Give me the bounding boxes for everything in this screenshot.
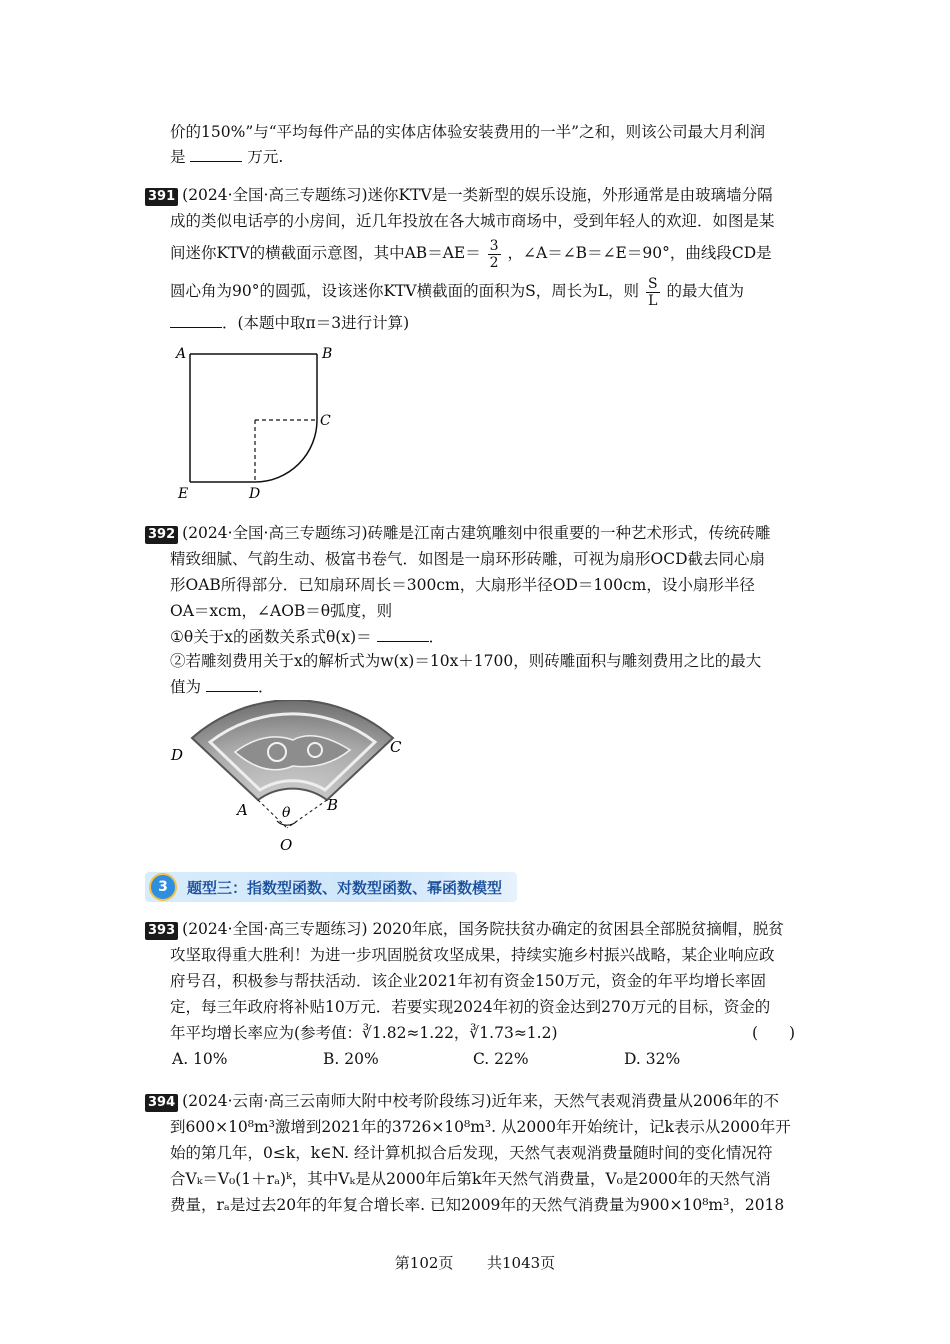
q394-line-4: 合Vₖ＝V₀(1＋rₐ)ᵏ，其中Vₖ是从2000年后第k年天然气消费量，V₀是2000年的天然气消 <box>170 1170 771 1188</box>
question-number: 392 <box>145 526 178 544</box>
label-a: A <box>176 346 187 362</box>
fraction-denominator: L <box>648 292 658 309</box>
q392-text: ． <box>257 678 274 696</box>
q394-line-2: 到600×10⁸m³激增到2021年的3726×10⁸m³. 从2000年开始统计，记k表示从2000年开 <box>170 1118 791 1136</box>
ktv-cross-section-figure <box>170 340 340 505</box>
q392-text: 值为 <box>170 678 202 696</box>
q392-line-5 <box>170 626 444 648</box>
section-number-badge: 3 <box>149 873 177 901</box>
label-a: A <box>237 801 248 819</box>
label-e: E <box>178 486 189 502</box>
q393-line-2: 攻坚取得重大胜利！为进一步巩固脱贫攻坚成果，持续实施乡村振兴战略，某企业响应政 <box>170 946 775 964</box>
q393-line-3: 府号召，积极参与帮扶活动．该企业2021年初有资金150万元，资金的年平均增长率固 <box>170 972 767 990</box>
q392-line-4: OA＝xcm，∠AOB＝θ弧度，则 <box>170 602 393 620</box>
answer-blank <box>170 313 222 328</box>
q392-line-7 <box>170 676 273 698</box>
q393-answer-paren: ( ) <box>752 1024 796 1042</box>
q393-line-5: 年平均增长率应为(参考值：∛1.82≈1.22，∛1.73≈1.2) <box>170 1024 558 1042</box>
q391-line-2: 成的类似电话亭的小房间，近几年投放在各大城市商场中，受到年轻人的欢迎．如图是某 <box>170 212 775 230</box>
q391-line-1 <box>145 184 773 206</box>
section-banner <box>145 872 517 902</box>
page-total: 共1043页 <box>487 1254 556 1272</box>
q391-line-5 <box>170 312 409 334</box>
choice-b[interactable]: B. 20% <box>323 1050 379 1068</box>
q391-text: 圆心角为90°的圆弧，设该迷你KTV横截面的面积为S，周长为L，则 <box>170 282 639 300</box>
label-d: D <box>249 486 261 502</box>
q394-line-1 <box>145 1090 779 1112</box>
q392-line-3: 形OAB所得部分．已知扇环周长＝300cm，大扇形半径OD＝100cm，设小扇形半径 <box>170 576 755 594</box>
continuation-text: 是 <box>170 148 186 166</box>
arc-cd <box>255 420 317 482</box>
q392-line-6: ②若雕刻费用关于x的解析式为w(x)＝10x＋1700，则砖雕面积与雕刻费用之比的最大 <box>170 652 762 670</box>
q392-text: ①θ关于x的函数关系式θ(x)＝ <box>170 628 372 646</box>
answer-blank <box>377 627 429 642</box>
q391-text: ，∠A＝∠B＝∠E＝90°，曲线段CD是 <box>507 244 772 262</box>
label-b: B <box>327 796 339 814</box>
q393-line-1 <box>145 918 784 940</box>
choice-d[interactable]: D. 32% <box>624 1050 681 1068</box>
q391-text: 间迷你KTV的横截面示意图，其中AB＝AE＝ <box>170 244 481 262</box>
label-theta: θ <box>282 805 291 821</box>
q394-line-5: 费量，rₐ是过去20年的年复合增长率. 已知2009年的天然气消费量为900×10⁸m³，2018 <box>170 1196 785 1214</box>
question-number: 393 <box>145 922 178 940</box>
page-footer <box>0 1252 950 1273</box>
fraction-numerator: 3 <box>489 237 499 254</box>
label-c: C <box>320 413 331 429</box>
q392-text: (2024·全国·高三专题练习)砖雕是江南古建筑雕刻中很重要的一种艺术形式，传统砖雕 <box>182 524 771 542</box>
continuation-text-end: 万元. <box>247 148 284 166</box>
q394-line-3: 始的第几年，0≤k，k∈N. 经计算机拟合后发现，天然气表观消费量随时间的变化情况符 <box>170 1144 773 1162</box>
q392-text: ． <box>428 628 445 646</box>
continuation-line-2 <box>170 146 283 168</box>
q392-line-2: 精致细腻、气韵生动、极富书卷气．如图是一扇环形砖雕，可视为扇形OCD截去同心扇 <box>170 550 765 568</box>
label-c: C <box>390 738 402 756</box>
fraction-numerator: S <box>647 275 658 292</box>
q394-text: (2024·云南·高三云南师大附中校考阶段练习)近年来，天然气表观消费量从2006年的不 <box>182 1092 779 1110</box>
label-b: B <box>322 346 333 362</box>
label-d: D <box>171 746 184 764</box>
choice-a[interactable]: A. 10% <box>172 1050 228 1068</box>
answer-blank <box>190 147 242 162</box>
q391-line-4 <box>170 274 744 309</box>
q393-text: (2024·全国·高三专题练习) 2020年底，国务院扶贫办确定的贫困县全部脱贫摘帽，脱贫 <box>182 920 784 938</box>
brick-carving-sector-figure <box>165 700 415 860</box>
continuation-line-1: 价的150%”与“平均每件产品的实体店体验安装费用的一半”之和，则该公司最大月利润 <box>170 123 766 141</box>
q391-line-3 <box>170 236 772 271</box>
q391-text: 的最大值为 <box>666 282 744 300</box>
fraction-three-halves <box>488 238 501 271</box>
fraction-denominator: 2 <box>489 254 499 271</box>
choice-c[interactable]: C. 22% <box>473 1050 529 1068</box>
q391-text: (2024·全国·高三专题练习)迷你KTV是一类新型的娱乐设施，外形通常是由玻璃墙分隔 <box>182 186 773 204</box>
q391-text: ．(本题中取π＝3进行计算) <box>222 314 410 332</box>
answer-blank <box>206 677 258 692</box>
page-number: 第102页 <box>394 1254 454 1272</box>
label-o: O <box>280 836 293 854</box>
q393-line-4: 定，每三年政府将补贴10万元．若要实现2024年初的资金达到270万元的目标，资金的 <box>170 998 771 1016</box>
section-title: 题型三：指数型函数、对数型函数、幂函数模型 <box>187 878 503 897</box>
question-number: 391 <box>145 188 178 206</box>
question-number: 394 <box>145 1094 178 1112</box>
fraction-s-over-l <box>646 276 660 309</box>
q392-line-1 <box>145 522 771 544</box>
